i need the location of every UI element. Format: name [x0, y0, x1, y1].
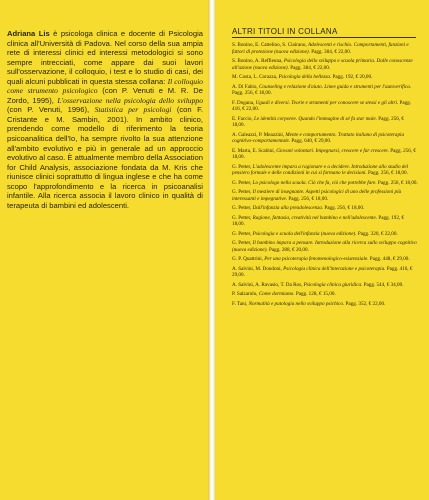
book-details: Pagg. 320, € 22,00. — [356, 230, 398, 237]
book-title: Psicologia clinica dell'interazione e psicoterapia. — [283, 265, 386, 272]
book-details: Pagg. 288, € 20,00. — [267, 246, 309, 253]
book-listing — [232, 100, 418, 113]
book-authors: P. Salzarulo, — [232, 291, 259, 298]
book-authors: G. Petter, — [232, 189, 253, 196]
bio-text-1: è psicologa clinica e docente di Psicologia clinica all'Università di Padova. Nel corso della sua ampia rete di interessi clinici ed interessi metodologici si sono sempre intrecciati, come appare dai suoi lavori sull'osservazione, il colloquio, i test e lo studio di casi, dei quali alcuni pubblicati in questa stessa collana: — [7, 29, 204, 86]
book-listing — [232, 266, 418, 279]
book-details: Pagg. 544, € 34,00. — [362, 281, 404, 288]
book-details: Pagg. 256, € 18,00. — [232, 90, 272, 97]
book-details: Pagg. 384, € 22,00. — [288, 64, 331, 71]
book-title: Uguali e diversi. Teorie e strumenti per conoscere se stessi e gli altri. — [255, 99, 399, 106]
book-authors: F. Dogana, — [232, 99, 256, 106]
author-biography — [7, 29, 203, 210]
book-listing — [232, 231, 418, 238]
book-details: Pagg. 256, € 18,00. — [376, 179, 418, 186]
book-title: L'adolescente impara a ragionare e a decidere. Introduzione allo studio del pensiero formale e delle condizioni in cui si formano le decisioni. — [232, 163, 409, 177]
book-authors: G. P. Quattrini, — [232, 256, 265, 263]
book-authors: S. Bonino, E. Cattelino, S. Ciairano, — [232, 42, 308, 48]
cited-work-3: Statistica per psicologi — [94, 105, 172, 115]
book-authors: G. Petter, — [232, 230, 253, 237]
book-listing — [232, 132, 418, 145]
book-details: Pagg. 640, € 29,00. — [290, 138, 332, 145]
book-title: Psicologia clinica giuridica. — [303, 281, 363, 288]
book-listing — [232, 189, 418, 202]
front-flap — [0, 0, 208, 500]
book-authors: A. Salvini, A. Ravasio, T. Da Ros, — [232, 281, 304, 288]
book-listing — [232, 84, 418, 97]
book-listing — [232, 205, 418, 212]
book-details: Pagg. 256, € 18,00. — [366, 170, 408, 177]
book-authors: G. Petter, — [232, 179, 253, 186]
book-title: Psicologia e scuola dell'infanzia (nuova edizione). — [252, 230, 357, 237]
book-listing — [232, 215, 418, 228]
book-details: Pagg. 256, € 18,00. — [323, 205, 365, 212]
book-details: Pagg. 256, € 18,00. — [232, 115, 404, 129]
heading-divider — [232, 37, 416, 38]
book-authors: F. Tani, — [232, 300, 249, 307]
book-details: Pagg. 384, € 22,00. — [309, 48, 352, 55]
book-title: Mente e comportamento. Trattato italiano di psicoterapia cognitivo-comportamentale. — [232, 131, 405, 145]
book-details: Pagg. 128, € 15,00. — [294, 291, 336, 298]
book-title: Dall'infanzia alla preadolescenza. — [252, 205, 324, 212]
book-details: Pagg. 256, € 18,00. — [232, 147, 416, 161]
book-details: Pagg. 448, € 29,00. — [368, 256, 410, 263]
book-authors: G. Petter, — [232, 214, 253, 221]
book-details: Pagg. 352, € 22,00. — [344, 300, 386, 307]
book-title: Normalità e patologia nello sviluppo psichico. — [248, 300, 345, 307]
book-authors: A. Galeazzi, P. Meazzini, — [232, 131, 286, 138]
book-title: Giovani volontari. Impegnarsi, crescere e far crescere. — [276, 147, 389, 154]
book-authors: S. Bonino, A. Reffieuna, — [232, 58, 284, 65]
book-listing — [232, 164, 418, 177]
title-list — [232, 42, 418, 310]
book-listing — [232, 240, 418, 253]
series-heading: ALTRI TITOLI IN COLLANA — [232, 27, 338, 36]
book-listing — [232, 301, 418, 308]
bio-text-2: (con P. Venuti e M. R. De Zordo, 1995), — [7, 86, 203, 105]
book-listing — [232, 148, 418, 161]
book-title: Il mestiere di insegnante. Aspetti psicologici di uno delle professioni più interessanti e impegnative. — [232, 189, 402, 202]
author-name: Adriana Lis — [7, 29, 50, 38]
bio-text-3: (con P. Venuti, 1996), — [7, 105, 95, 115]
book-listing — [232, 291, 418, 298]
book-title: Psicologia dello sviluppo e scuola primaria. Dalle conoscenze all'azione (nuova edizione). — [232, 58, 413, 71]
book-listing — [232, 282, 418, 289]
book-details: Pagg. 256, € 18,00. — [287, 195, 329, 202]
bio-text-4: (con F. Cristante e M. Sambin, 2001). In ambito clinico, prendendo come modello di riferimento la teoria psicoanalitica dell'Io, ha sempre rivolto la sua attenzione all'ambito evolutivo e più in generale ad un approccio evolutivo al caso. È attualmente membro della Association for Child Analysis, associazione fondata da M. Kris che riunisce clinici soprattutto di lingua inglese e che ha come scopo l'approfondimento e la ricerca in psicoanalisi infantile. Alla ricerca associa il lavoro clinico in qualità di terapeuta di bambini ed adolescenti. — [7, 105, 203, 210]
book-authors: M. Costa, L. Corazza, — [232, 74, 279, 81]
cited-work-1: Il colloquio come strumento psicologico — [7, 76, 203, 96]
book-details: Pagg. 192, € 20,00. — [331, 74, 373, 81]
book-title: Il bambino impara a pensare. Introduzione alla ricerca sullo sviluppo cognitivo (nuova edizione). — [232, 240, 417, 253]
book-title: Adolescenti e rischio. Comportamenti, funzioni e fattori di protezione (nuova edizione). — [232, 42, 409, 55]
book-title: Le identità corporee. Quando l'immagine di sé fa star male. — [253, 115, 377, 122]
book-authors: G. Petter, — [232, 163, 253, 170]
book-authors: A. Salvini, M. Dondoni, — [232, 265, 284, 272]
book-listing — [232, 180, 418, 187]
book-listing — [232, 74, 418, 81]
book-listing — [232, 58, 418, 71]
book-listing — [232, 42, 418, 55]
book-authors: E. Faccio, — [232, 115, 254, 122]
book-title: Lo psicologo nella scuola. Ciò che fa, ciò che potrebbe fare. — [252, 179, 377, 186]
book-authors: G. Petter, — [232, 205, 253, 212]
book-title: Psicologia della bellezza. — [278, 74, 332, 81]
book-details: Pagg. 416, € 22,00. — [232, 99, 412, 113]
cited-work-2: L'osservazione nella psicologia dello sviluppo — [57, 95, 203, 105]
book-authors: G. Petter, — [232, 240, 253, 247]
book-title: Counseling e relazione d'aiuto. Linee guida e strumenti per l'autoverifica. — [259, 83, 412, 90]
book-details: Pagg. 192, € 18,00. — [232, 214, 405, 228]
book-title: Come dormiamo. — [258, 291, 295, 298]
book-title: Per una psicoterapia fenomenologico-esistenziale. — [264, 256, 369, 263]
page-gutter — [208, 0, 216, 500]
book-listing — [232, 116, 418, 129]
book-listing — [232, 256, 418, 263]
book-authors: E. Marta, E. Scabini, — [232, 147, 277, 154]
book-details: Pagg. 416, € 29,00. — [232, 265, 413, 279]
book-title: Ragione, fantasia, creatività nel bambino e nell'adolescente. — [252, 214, 378, 221]
book-authors: A. Di Fabio, — [232, 83, 259, 90]
